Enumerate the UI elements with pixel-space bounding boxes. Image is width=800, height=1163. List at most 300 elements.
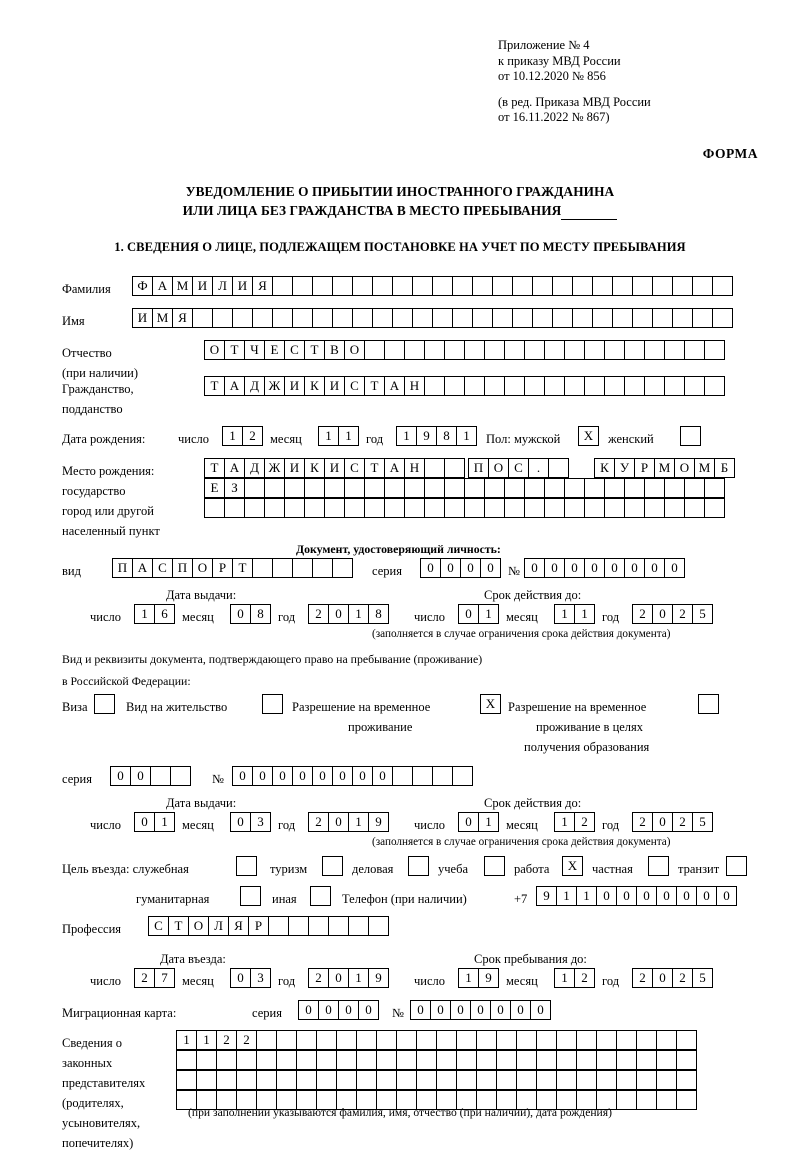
- form-cell[interactable]: В: [324, 340, 345, 360]
- form-cell[interactable]: [552, 276, 573, 296]
- form-cell[interactable]: [644, 478, 665, 498]
- form-cell[interactable]: 0: [458, 812, 479, 832]
- form-cell[interactable]: [364, 498, 385, 518]
- form-cell[interactable]: О: [188, 916, 209, 936]
- form-cell[interactable]: 9: [478, 968, 499, 988]
- form-cell[interactable]: [484, 856, 505, 876]
- form-cell[interactable]: [256, 1070, 277, 1090]
- form-cell[interactable]: 2: [632, 604, 653, 624]
- form-cell[interactable]: [704, 478, 725, 498]
- form-cell[interactable]: М: [654, 458, 675, 478]
- form-cell[interactable]: [632, 308, 653, 328]
- birth-day-boxes[interactable]: [222, 426, 262, 446]
- entry-month-boxes[interactable]: [230, 968, 270, 988]
- form-cell[interactable]: [276, 1030, 297, 1050]
- form-cell[interactable]: [484, 478, 505, 498]
- form-cell[interactable]: 0: [134, 812, 155, 832]
- form-cell[interactable]: [484, 498, 505, 518]
- form-cell[interactable]: 5: [692, 812, 713, 832]
- sex-female-checkbox[interactable]: [680, 426, 700, 446]
- form-cell[interactable]: А: [132, 558, 153, 578]
- form-cell[interactable]: [436, 1050, 457, 1070]
- form-cell[interactable]: 0: [530, 1000, 551, 1020]
- form-cell[interactable]: 0: [230, 812, 251, 832]
- form-cell[interactable]: [452, 766, 473, 786]
- form-cell[interactable]: [348, 916, 369, 936]
- form-cell[interactable]: [356, 1030, 377, 1050]
- purpose-other-checkbox[interactable]: [310, 886, 330, 906]
- form-cell[interactable]: [412, 276, 433, 296]
- purpose-work-checkbox[interactable]: [562, 856, 582, 876]
- form-cell[interactable]: [212, 308, 233, 328]
- form-cell[interactable]: [576, 1050, 597, 1070]
- form-cell[interactable]: 9: [416, 426, 437, 446]
- form-cell[interactable]: [244, 478, 265, 498]
- form-cell[interactable]: 0: [652, 968, 673, 988]
- form-cell[interactable]: [592, 276, 613, 296]
- form-cell[interactable]: А: [224, 376, 245, 396]
- form-cell[interactable]: Д: [244, 458, 265, 478]
- birthplace-city-row2-boxes[interactable]: [204, 478, 724, 498]
- form-cell[interactable]: Ф: [132, 276, 153, 296]
- form-cell[interactable]: [344, 498, 365, 518]
- form-cell[interactable]: 8: [436, 426, 457, 446]
- form-cell[interactable]: [596, 1030, 617, 1050]
- form-cell[interactable]: [432, 308, 453, 328]
- form-cell[interactable]: [296, 1070, 317, 1090]
- form-cell[interactable]: И: [324, 458, 345, 478]
- form-cell[interactable]: [524, 478, 545, 498]
- form-cell[interactable]: [524, 498, 545, 518]
- form-cell[interactable]: [624, 340, 645, 360]
- form-cell[interactable]: [296, 1050, 317, 1070]
- form-cell[interactable]: [612, 308, 633, 328]
- form-cell[interactable]: 1: [396, 426, 417, 446]
- residence-permit-checkbox[interactable]: [262, 694, 282, 714]
- form-cell[interactable]: 0: [458, 604, 479, 624]
- entry-day-boxes[interactable]: [134, 968, 174, 988]
- doc-issue-day-boxes[interactable]: [134, 604, 174, 624]
- form-cell[interactable]: М: [694, 458, 715, 478]
- form-cell[interactable]: [536, 1030, 557, 1050]
- form-cell[interactable]: [272, 308, 293, 328]
- form-cell[interactable]: [376, 1050, 397, 1070]
- form-cell[interactable]: [644, 498, 665, 518]
- form-cell[interactable]: [698, 694, 719, 714]
- form-cell[interactable]: [692, 308, 713, 328]
- doc-issue-year-boxes[interactable]: [308, 604, 388, 624]
- form-cell[interactable]: [372, 308, 393, 328]
- form-cell[interactable]: 1: [222, 426, 243, 446]
- form-cell[interactable]: [436, 1030, 457, 1050]
- form-cell[interactable]: 0: [332, 766, 353, 786]
- form-cell[interactable]: [564, 376, 585, 396]
- form-cell[interactable]: 1: [348, 604, 369, 624]
- form-cell[interactable]: [452, 308, 473, 328]
- form-cell[interactable]: [524, 340, 545, 360]
- form-cell[interactable]: [684, 340, 705, 360]
- form-cell[interactable]: [556, 1030, 577, 1050]
- form-cell[interactable]: [312, 558, 333, 578]
- form-cell[interactable]: К: [594, 458, 615, 478]
- form-cell[interactable]: [644, 340, 665, 360]
- form-cell[interactable]: 0: [564, 558, 585, 578]
- form-cell[interactable]: 0: [272, 766, 293, 786]
- form-cell[interactable]: [404, 478, 425, 498]
- form-cell[interactable]: [256, 1050, 277, 1070]
- form-cell[interactable]: 1: [576, 886, 597, 906]
- form-cell[interactable]: [644, 376, 665, 396]
- form-cell[interactable]: Е: [264, 340, 285, 360]
- form-cell[interactable]: [416, 1070, 437, 1090]
- form-cell[interactable]: [496, 1070, 517, 1090]
- form-cell[interactable]: О: [192, 558, 213, 578]
- form-cell[interactable]: [352, 276, 373, 296]
- form-cell[interactable]: 2: [672, 812, 693, 832]
- form-cell[interactable]: [524, 376, 545, 396]
- form-cell[interactable]: И: [232, 276, 253, 296]
- form-cell[interactable]: [552, 308, 573, 328]
- form-cell[interactable]: [224, 498, 245, 518]
- form-cell[interactable]: 2: [216, 1030, 237, 1050]
- form-cell[interactable]: 5: [692, 968, 713, 988]
- form-cell[interactable]: [492, 276, 513, 296]
- birth-year-boxes[interactable]: [396, 426, 476, 446]
- form-cell[interactable]: 1: [318, 426, 339, 446]
- form-cell[interactable]: [504, 376, 525, 396]
- form-cell[interactable]: А: [384, 458, 405, 478]
- form-cell[interactable]: [664, 478, 685, 498]
- form-cell[interactable]: Д: [244, 376, 265, 396]
- form-cell[interactable]: А: [224, 458, 245, 478]
- form-cell[interactable]: 2: [574, 812, 595, 832]
- form-cell[interactable]: 3: [250, 968, 271, 988]
- form-cell[interactable]: [544, 376, 565, 396]
- form-cell[interactable]: 1: [554, 812, 575, 832]
- form-cell[interactable]: И: [284, 376, 305, 396]
- form-cell[interactable]: X: [562, 856, 583, 876]
- form-cell[interactable]: О: [488, 458, 509, 478]
- form-cell[interactable]: 8: [250, 604, 271, 624]
- form-cell[interactable]: [324, 498, 345, 518]
- form-cell[interactable]: 2: [632, 968, 653, 988]
- form-cell[interactable]: [612, 276, 633, 296]
- form-cell[interactable]: 1: [196, 1030, 217, 1050]
- temp-residence-checkbox[interactable]: [480, 694, 500, 714]
- form-cell[interactable]: 0: [410, 1000, 431, 1020]
- form-cell[interactable]: П: [468, 458, 489, 478]
- form-cell[interactable]: .: [528, 458, 549, 478]
- form-cell[interactable]: Л: [208, 916, 229, 936]
- form-cell[interactable]: И: [192, 276, 213, 296]
- form-cell[interactable]: [556, 1070, 577, 1090]
- form-cell[interactable]: [296, 1030, 317, 1050]
- form-cell[interactable]: [236, 1050, 257, 1070]
- form-cell[interactable]: 0: [230, 604, 251, 624]
- form-cell[interactable]: 1: [574, 604, 595, 624]
- sex-male-checkbox[interactable]: [578, 426, 598, 446]
- form-cell[interactable]: С: [344, 458, 365, 478]
- form-cell[interactable]: [712, 276, 733, 296]
- form-cell[interactable]: Т: [364, 458, 385, 478]
- form-cell[interactable]: [652, 276, 673, 296]
- form-cell[interactable]: [532, 308, 553, 328]
- form-cell[interactable]: 0: [430, 1000, 451, 1020]
- form-cell[interactable]: 1: [338, 426, 359, 446]
- form-cell[interactable]: [424, 478, 445, 498]
- patronymic-boxes[interactable]: [204, 340, 724, 360]
- form-cell[interactable]: [676, 1030, 697, 1050]
- form-cell[interactable]: 0: [510, 1000, 531, 1020]
- form-cell[interactable]: А: [384, 376, 405, 396]
- form-cell[interactable]: [604, 478, 625, 498]
- form-cell[interactable]: 0: [328, 968, 349, 988]
- form-cell[interactable]: [672, 308, 693, 328]
- stay-day-boxes[interactable]: [458, 968, 498, 988]
- form-cell[interactable]: 2: [308, 968, 329, 988]
- form-cell[interactable]: [232, 308, 253, 328]
- form-cell[interactable]: 6: [154, 604, 175, 624]
- form-cell[interactable]: 2: [308, 604, 329, 624]
- form-cell[interactable]: 0: [696, 886, 717, 906]
- form-cell[interactable]: [636, 1030, 657, 1050]
- form-cell[interactable]: 0: [480, 558, 501, 578]
- form-cell[interactable]: И: [284, 458, 305, 478]
- form-cell[interactable]: [456, 1050, 477, 1070]
- form-cell[interactable]: [472, 276, 493, 296]
- form-cell[interactable]: [444, 458, 465, 478]
- form-cell[interactable]: [310, 886, 331, 906]
- form-cell[interactable]: [592, 308, 613, 328]
- form-cell[interactable]: [636, 1050, 657, 1070]
- form-cell[interactable]: [692, 276, 713, 296]
- form-cell[interactable]: [484, 376, 505, 396]
- citizenship-boxes[interactable]: [204, 376, 724, 396]
- form-cell[interactable]: 1: [176, 1030, 197, 1050]
- purpose-service-checkbox[interactable]: [236, 856, 256, 876]
- form-cell[interactable]: [316, 1030, 337, 1050]
- form-cell[interactable]: [276, 1050, 297, 1070]
- form-cell[interactable]: [604, 376, 625, 396]
- form-cell[interactable]: 0: [252, 766, 273, 786]
- form-cell[interactable]: 1: [554, 968, 575, 988]
- form-cell[interactable]: 0: [652, 812, 673, 832]
- form-cell[interactable]: [472, 308, 493, 328]
- visa-checkbox[interactable]: [94, 694, 114, 714]
- form-cell[interactable]: М: [152, 308, 173, 328]
- form-cell[interactable]: [576, 1070, 597, 1090]
- doc-valid-day-boxes[interactable]: [458, 604, 498, 624]
- form-cell[interactable]: [516, 1030, 537, 1050]
- doc-valid-year-boxes[interactable]: [632, 604, 712, 624]
- form-cell[interactable]: 2: [672, 968, 693, 988]
- form-cell[interactable]: [704, 498, 725, 518]
- form-cell[interactable]: Т: [204, 458, 225, 478]
- form-cell[interactable]: [444, 478, 465, 498]
- form-cell[interactable]: Ч: [244, 340, 265, 360]
- form-cell[interactable]: 1: [348, 968, 369, 988]
- form-cell[interactable]: 0: [352, 766, 373, 786]
- doc-valid-month-boxes[interactable]: [554, 604, 594, 624]
- birthplace-city-row3-boxes[interactable]: [204, 498, 724, 518]
- form-cell[interactable]: [656, 1070, 677, 1090]
- form-cell[interactable]: 1: [348, 812, 369, 832]
- form-cell[interactable]: Т: [204, 376, 225, 396]
- form-cell[interactable]: 7: [154, 968, 175, 988]
- form-cell[interactable]: [284, 478, 305, 498]
- form-cell[interactable]: [424, 458, 445, 478]
- form-cell[interactable]: 0: [616, 886, 637, 906]
- form-cell[interactable]: [564, 478, 585, 498]
- form-cell[interactable]: 9: [368, 968, 389, 988]
- form-cell[interactable]: 0: [656, 886, 677, 906]
- form-cell[interactable]: [436, 1070, 457, 1090]
- form-cell[interactable]: 1: [456, 426, 477, 446]
- purpose-study-checkbox[interactable]: [484, 856, 504, 876]
- form-cell[interactable]: [664, 498, 685, 518]
- form-cell[interactable]: О: [204, 340, 225, 360]
- form-cell[interactable]: [456, 1070, 477, 1090]
- form-cell[interactable]: П: [112, 558, 133, 578]
- form-cell[interactable]: [272, 276, 293, 296]
- form-cell[interactable]: С: [152, 558, 173, 578]
- form-cell[interactable]: [564, 498, 585, 518]
- form-cell[interactable]: Я: [228, 916, 249, 936]
- form-cell[interactable]: [616, 1030, 637, 1050]
- form-cell[interactable]: С: [508, 458, 529, 478]
- form-cell[interactable]: [384, 340, 405, 360]
- legal-rep-row-1-boxes[interactable]: [176, 1030, 696, 1050]
- form-cell[interactable]: [476, 1030, 497, 1050]
- mcard-series-boxes[interactable]: [298, 1000, 378, 1020]
- form-cell[interactable]: 0: [328, 604, 349, 624]
- form-cell[interactable]: [356, 1070, 377, 1090]
- form-cell[interactable]: [332, 558, 353, 578]
- form-cell[interactable]: 1: [478, 812, 499, 832]
- form-cell[interactable]: [312, 276, 333, 296]
- form-cell[interactable]: [676, 1050, 697, 1070]
- form-cell[interactable]: [656, 1050, 677, 1070]
- stay-year-boxes[interactable]: [632, 968, 712, 988]
- form-cell[interactable]: [712, 308, 733, 328]
- form-cell[interactable]: [240, 886, 261, 906]
- permit-number-boxes[interactable]: [232, 766, 472, 786]
- form-cell[interactable]: [396, 1050, 417, 1070]
- form-cell[interactable]: [336, 1050, 357, 1070]
- form-cell[interactable]: [364, 340, 385, 360]
- form-cell[interactable]: [516, 1070, 537, 1090]
- form-cell[interactable]: [150, 766, 171, 786]
- form-cell[interactable]: [384, 478, 405, 498]
- form-cell[interactable]: 1: [554, 604, 575, 624]
- form-cell[interactable]: [672, 276, 693, 296]
- purpose-business-checkbox[interactable]: [408, 856, 428, 876]
- form-cell[interactable]: 1: [154, 812, 175, 832]
- form-cell[interactable]: [616, 1050, 637, 1070]
- form-cell[interactable]: С: [284, 340, 305, 360]
- form-cell[interactable]: 0: [624, 558, 645, 578]
- form-cell[interactable]: [332, 308, 353, 328]
- form-cell[interactable]: Б: [714, 458, 735, 478]
- form-cell[interactable]: 0: [420, 558, 441, 578]
- form-cell[interactable]: [324, 478, 345, 498]
- form-cell[interactable]: [476, 1050, 497, 1070]
- permit-valid-day-boxes[interactable]: [458, 812, 498, 832]
- form-cell[interactable]: [316, 1070, 337, 1090]
- name-boxes[interactable]: [132, 308, 732, 328]
- form-cell[interactable]: [456, 1030, 477, 1050]
- form-cell[interactable]: [244, 498, 265, 518]
- form-cell[interactable]: [492, 308, 513, 328]
- form-cell[interactable]: [504, 340, 525, 360]
- form-cell[interactable]: 0: [664, 558, 685, 578]
- form-cell[interactable]: 0: [524, 558, 545, 578]
- doc-series-boxes[interactable]: [420, 558, 500, 578]
- form-cell[interactable]: [536, 1070, 557, 1090]
- form-cell[interactable]: 0: [318, 1000, 339, 1020]
- form-cell[interactable]: [336, 1070, 357, 1090]
- form-cell[interactable]: [624, 376, 645, 396]
- purpose-humanitarian-checkbox[interactable]: [240, 886, 260, 906]
- permit-issue-month-boxes[interactable]: [230, 812, 270, 832]
- form-cell[interactable]: Т: [304, 340, 325, 360]
- form-cell[interactable]: Т: [232, 558, 253, 578]
- form-cell[interactable]: 0: [358, 1000, 379, 1020]
- form-cell[interactable]: [416, 1030, 437, 1050]
- form-cell[interactable]: 1: [556, 886, 577, 906]
- form-cell[interactable]: [556, 1050, 577, 1070]
- form-cell[interactable]: [176, 1070, 197, 1090]
- form-cell[interactable]: [322, 856, 343, 876]
- form-cell[interactable]: [292, 558, 313, 578]
- form-cell[interactable]: [464, 478, 485, 498]
- form-cell[interactable]: 0: [716, 886, 737, 906]
- form-cell[interactable]: 0: [338, 1000, 359, 1020]
- form-cell[interactable]: 0: [232, 766, 253, 786]
- form-cell[interactable]: [476, 1070, 497, 1090]
- form-cell[interactable]: [572, 276, 593, 296]
- form-cell[interactable]: [404, 498, 425, 518]
- form-cell[interactable]: [276, 1070, 297, 1090]
- form-cell[interactable]: А: [152, 276, 173, 296]
- form-cell[interactable]: 5: [692, 604, 713, 624]
- form-cell[interactable]: [336, 1030, 357, 1050]
- birth-month-boxes[interactable]: [318, 426, 358, 446]
- form-cell[interactable]: [544, 498, 565, 518]
- form-cell[interactable]: [636, 1070, 657, 1090]
- form-cell[interactable]: 0: [596, 886, 617, 906]
- form-cell[interactable]: 1: [134, 604, 155, 624]
- form-cell[interactable]: [548, 458, 569, 478]
- form-cell[interactable]: [584, 478, 605, 498]
- form-cell[interactable]: [484, 340, 505, 360]
- form-cell[interactable]: [512, 276, 533, 296]
- form-cell[interactable]: [356, 1050, 377, 1070]
- form-cell[interactable]: Я: [252, 276, 273, 296]
- form-cell[interactable]: X: [578, 426, 599, 446]
- form-cell[interactable]: [316, 1050, 337, 1070]
- form-cell[interactable]: [664, 340, 685, 360]
- form-cell[interactable]: 0: [372, 766, 393, 786]
- form-cell[interactable]: К: [304, 376, 325, 396]
- form-cell[interactable]: [264, 498, 285, 518]
- form-cell[interactable]: [408, 856, 429, 876]
- form-cell[interactable]: [384, 498, 405, 518]
- form-cell[interactable]: [392, 276, 413, 296]
- form-cell[interactable]: 2: [308, 812, 329, 832]
- form-cell[interactable]: 0: [604, 558, 625, 578]
- form-cell[interactable]: [196, 1050, 217, 1070]
